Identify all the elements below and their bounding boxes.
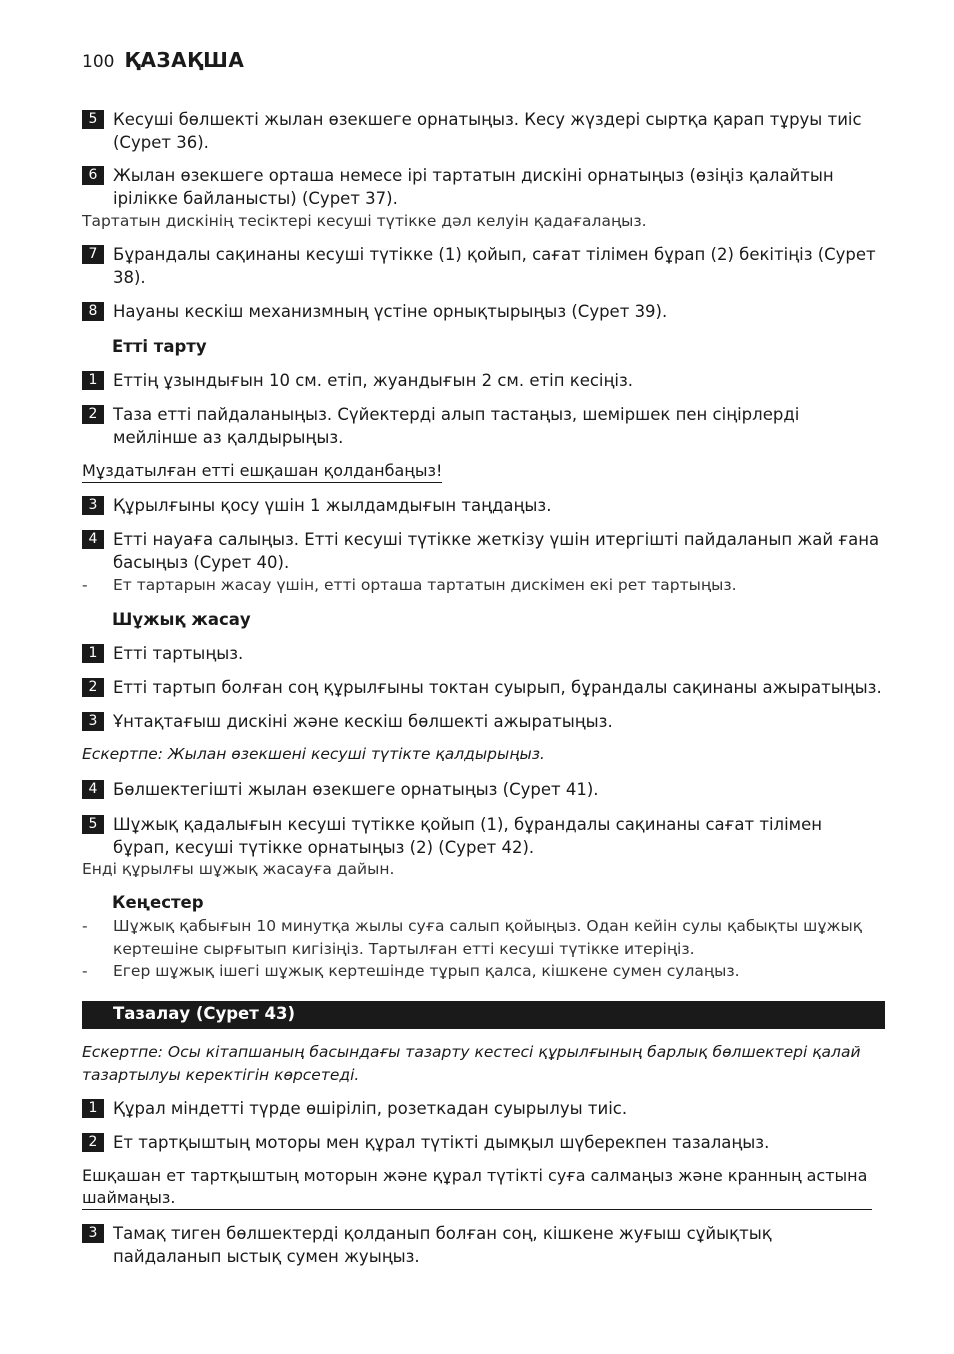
step-8-tray xyxy=(82,300,882,323)
step-number: 5 xyxy=(82,110,104,129)
sausage-step-4 xyxy=(82,778,882,801)
tip-casing-soak xyxy=(82,915,872,961)
tip-double-mince xyxy=(82,574,872,597)
dash-bullet: - xyxy=(82,962,88,980)
clean-step-3 xyxy=(82,1222,882,1268)
step-number: 4 xyxy=(82,780,104,799)
step-7-ring xyxy=(82,243,882,289)
step-text: Етті тартыңыз. xyxy=(113,644,244,663)
page-number: 100 xyxy=(82,52,115,72)
step-text: Ет тартқыштың моторы мен құрал түтікті дымқыл шүберекпен тазалаңыз. xyxy=(113,1133,770,1152)
page-language-title: ҚАЗАҚША xyxy=(124,48,245,72)
note-worm-shaft: Ескертпе: Жылан өзекшені кесуші түтікте қалдырыңыз. xyxy=(82,745,545,763)
section-heading-text: Тазалау (Сурет 43) xyxy=(113,1004,296,1023)
step-text: Кесуші бөлшекті жылан өзекшеге орнатыңыз. Кесу жүздері сыртқа қарап тұруы тиіс (Сурет 36). xyxy=(113,110,862,152)
warning-frozen-meat: Мұздатылған етті ешқашан қолданбаңыз! xyxy=(82,460,442,483)
step-text: Жылан өзекшеге орташа немесе ірі тартатын дискіні орнатыңыз (өзіңіз қалайтын ірілікке байланысты) (Сурет 37). xyxy=(113,166,834,208)
step-number: 2 xyxy=(82,405,104,424)
step-text: Бұрандалы сақинаны кесуші түтікке (1) қойып, сағат тілімен бұрап (2) бекітіңіз (Сурет 38). xyxy=(113,245,876,287)
step-text: Етті тартып болған соң құрылғыны токтан суырып, бұрандалы сақинаны ажыратыңыз. xyxy=(113,678,882,697)
step-text: Бөлшектегішті жылан өзекшеге орнатыңыз (Сурет 41). xyxy=(113,780,599,799)
subheading-mincing: Етті тарту xyxy=(112,337,207,356)
step-text: Етті науаға салыңыз. Етті кесуші түтікке жеткізу үшін итергішті пайдаланып жай ғана басыңыз (Сурет 40). xyxy=(113,530,880,572)
clean-step-1 xyxy=(82,1097,882,1120)
step-text: Құрал міндетті түрде өшіріліп, розеткадан суырылуы тиіс. xyxy=(113,1099,628,1118)
clean-step-2 xyxy=(82,1131,882,1154)
sausage-step-2 xyxy=(82,676,882,699)
step-text: Тамақ тиген бөлшектерді қолданып болған соң, кішкене жуғыш сұйықтық пайдаланып ыстық сумен жуыңыз. xyxy=(113,1224,772,1266)
sausage-step-5 xyxy=(82,813,882,859)
step-number: 1 xyxy=(82,644,104,663)
subheading-tips: Кеңестер xyxy=(112,893,204,912)
warning-no-water: Ешқашан ет тартқыштың моторын және құрал түтікті суға салмаңыз және кранның астына шаймаңыз. xyxy=(82,1165,872,1210)
step-number: 8 xyxy=(82,302,104,321)
step-text: Науаны кескіш механизмның үстіне орнықтырыңыз (Сурет 39). xyxy=(113,302,668,321)
step-text: Ұнтақтағыш дискіні және кескіш бөлшекті ажыратыңыз. xyxy=(113,712,613,731)
dash-bullet: - xyxy=(82,917,88,935)
step-number: 3 xyxy=(82,712,104,731)
step-number: 3 xyxy=(82,496,104,515)
step-6-disc xyxy=(82,164,882,210)
step-5-cutter xyxy=(82,108,882,154)
sausage-step-1 xyxy=(82,642,882,665)
step-number: 1 xyxy=(82,371,104,390)
tip-text: Ет тартарын жасау үшін, етті орташа тартатын дискімен екі рет тартыңыз. xyxy=(113,576,737,594)
step-text: Таза етті пайдаланыңыз. Сүйектерді алып тастаңыз, шеміршек пен сіңірлерді мейлінше аз қалдырыңыз. xyxy=(113,405,800,447)
note-cleaning-table: Ескертпе: Осы кітапшаның басындағы тазарту кестесі құрылғының барлық бөлшектері қалай тазартылуы керектігін көрсетеді. xyxy=(82,1043,861,1084)
step-text: Еттің ұзындығын 10 см. етіп, жуандығын 2 см. етіп кесіңіз. xyxy=(113,371,634,390)
step-text: Шұжық қадалығын кесуші түтікке қойып (1), бұрандалы сақинаны сағат тілімен бұрап, кесуші түтікке орнатыңыз (2) (Сурет 42). xyxy=(113,815,823,857)
section-heading-cleaning xyxy=(82,1001,885,1029)
step-number: 2 xyxy=(82,1133,104,1152)
note-ready: Енді құрылғы шұжық жасауға дайын. xyxy=(82,860,395,878)
sausage-step-3 xyxy=(82,710,882,733)
step-number: 1 xyxy=(82,1099,104,1118)
subheading-sausage: Шұжық жасау xyxy=(112,610,251,629)
tip-text: Шұжық қабығын 10 минутқа жылы суға салып қойыңыз. Одан кейін сулы қабықты шұжық кертешіне сырғытып кигізіңіз. Тартылған етті кесуші түтікке итеріңіз. xyxy=(113,917,863,958)
dash-bullet: - xyxy=(82,576,88,594)
step-number: 5 xyxy=(82,815,104,834)
mince-step-2 xyxy=(82,403,882,449)
mince-step-4 xyxy=(82,528,882,574)
step-number: 4 xyxy=(82,530,104,549)
mince-step-3 xyxy=(82,494,882,517)
step-text: Құрылғыны қосу үшін 1 жылдамдығын таңдаңыз. xyxy=(113,496,552,515)
step-number: 7 xyxy=(82,245,104,264)
step-number: 2 xyxy=(82,678,104,697)
tip-casing-stuck xyxy=(82,960,872,983)
page-header xyxy=(82,48,244,72)
step-number: 3 xyxy=(82,1224,104,1243)
note-disc-holes: Тартатын дискінің тесіктері кесуші түтікке дәл келуін қадағалаңыз. xyxy=(82,212,647,230)
tip-text: Егер шұжық ішегі шұжық кертешінде тұрып қалса, кішкене сумен сулаңыз. xyxy=(113,962,740,980)
step-number: 6 xyxy=(82,166,104,185)
mince-step-1 xyxy=(82,369,882,392)
